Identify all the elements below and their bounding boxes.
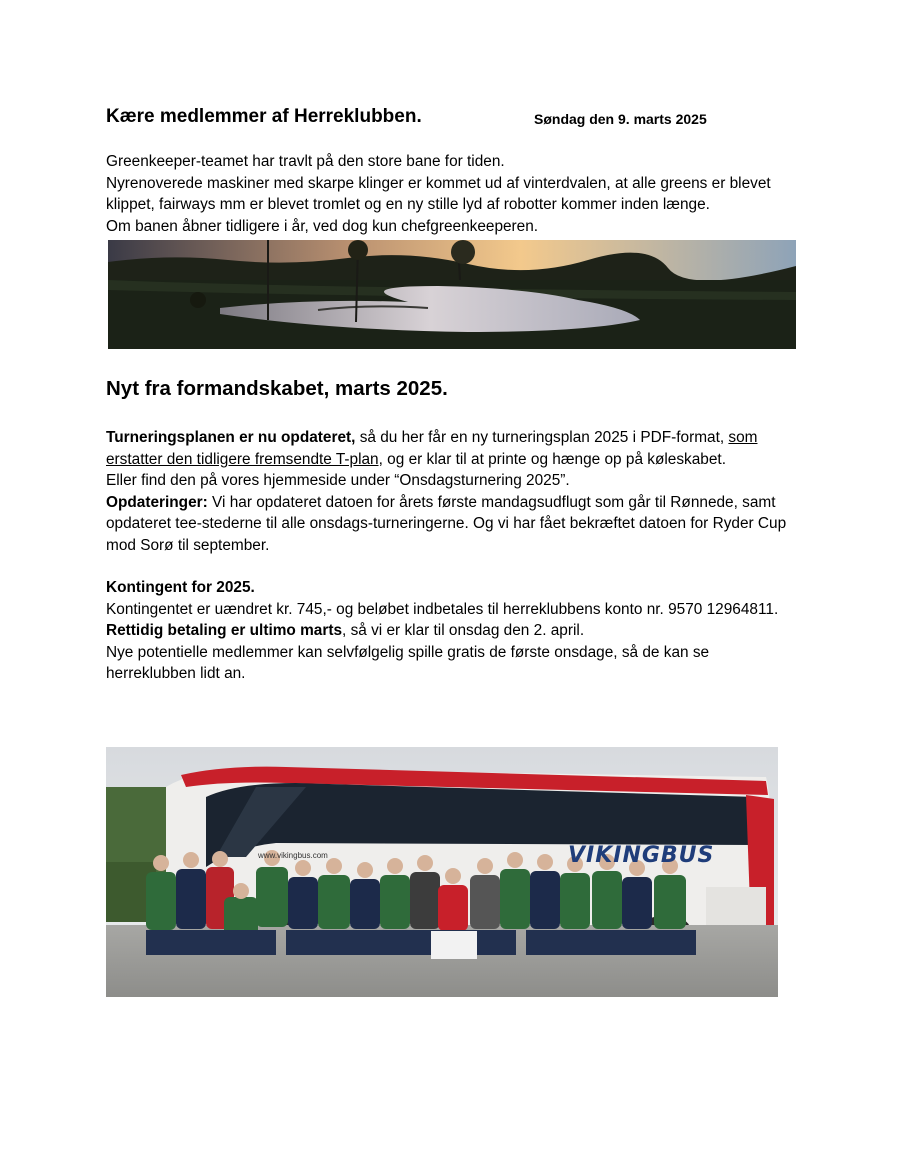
bus-logo-text: VIKINGBUS <box>568 843 715 868</box>
intro-paragraph <box>106 151 806 237</box>
group-bus-image <box>106 747 778 997</box>
tournament-lead: Turneringsplanen er nu opdateret, <box>106 429 356 446</box>
bus-photo <box>106 747 778 997</box>
fee-line-1: Kontingentet er uændret kr. 745,- og beløbet indbetales til herreklubbens konto nr. 9570 12964811. <box>106 600 779 618</box>
updates-text <box>106 492 796 557</box>
fee-text: , så vi er klar til onsdag den 2. april. <box>342 622 585 639</box>
intro-line-2: Nyrenoverede maskiner med skarpe klinger er kommet ud af vinterdvalen, at alle greens er blevet klippet, fairways mm er blevet tromlet og en ny stille lyd af robotter kommer inden længe. <box>106 174 771 213</box>
tournament-text <box>106 427 796 470</box>
bus-url-text: www.vikingbus.com <box>258 851 328 860</box>
tournament-paragraph <box>106 427 796 556</box>
letter-date: Søndag den 9. marts 2025 <box>534 111 707 127</box>
tournament-underlined: som erstatter den tidligere fremsendte T-plan, <box>106 429 758 468</box>
pond-sunset-image <box>108 240 796 349</box>
tournament-line-2: Eller find den på vores hjemmeside under “Onsdagsturnering 2025”. <box>106 472 570 489</box>
section-heading: Nyt fra formandskabet, marts 2025. <box>106 377 448 400</box>
intro-line-3: Om banen åbner tidligere i år, ved dog kun chefgreenkeeperen. <box>106 217 539 235</box>
greeting-heading: Kære medlemmer af Herreklubben. <box>106 106 422 127</box>
tournament-text-b: og er klar til at printe og hænge op på køleskabet. <box>382 450 726 468</box>
fee-paragraph <box>106 577 786 685</box>
intro-line-1: Greenkeeper-teamet har travlt på den store bane for tiden. <box>106 153 505 170</box>
fee-line-2 <box>106 620 786 642</box>
fee-lead: Rettidig betaling er ultimo marts <box>106 622 343 639</box>
fee-heading: Kontingent for 2025. <box>106 579 255 596</box>
course-photo <box>108 240 796 349</box>
tournament-text-a: så du her får en ny turneringsplan 2025 i PDF-format, <box>355 429 729 446</box>
updates-lead: Opdateringer: <box>106 493 208 511</box>
fee-line-3: Nye potentielle medlemmer kan selvfølgelig spille gratis de første onsdage, så de kan se herreklubben lidt an. <box>106 643 710 682</box>
updates-body: Vi har opdateret datoen for årets første mandagsudflugt som går til Rønnede, samt opdateret tee-stederne til alle onsdags-turneringerne. Og vi har fået bekræftet datoen for Ryder Cup mod Sorø til september. <box>106 493 787 554</box>
